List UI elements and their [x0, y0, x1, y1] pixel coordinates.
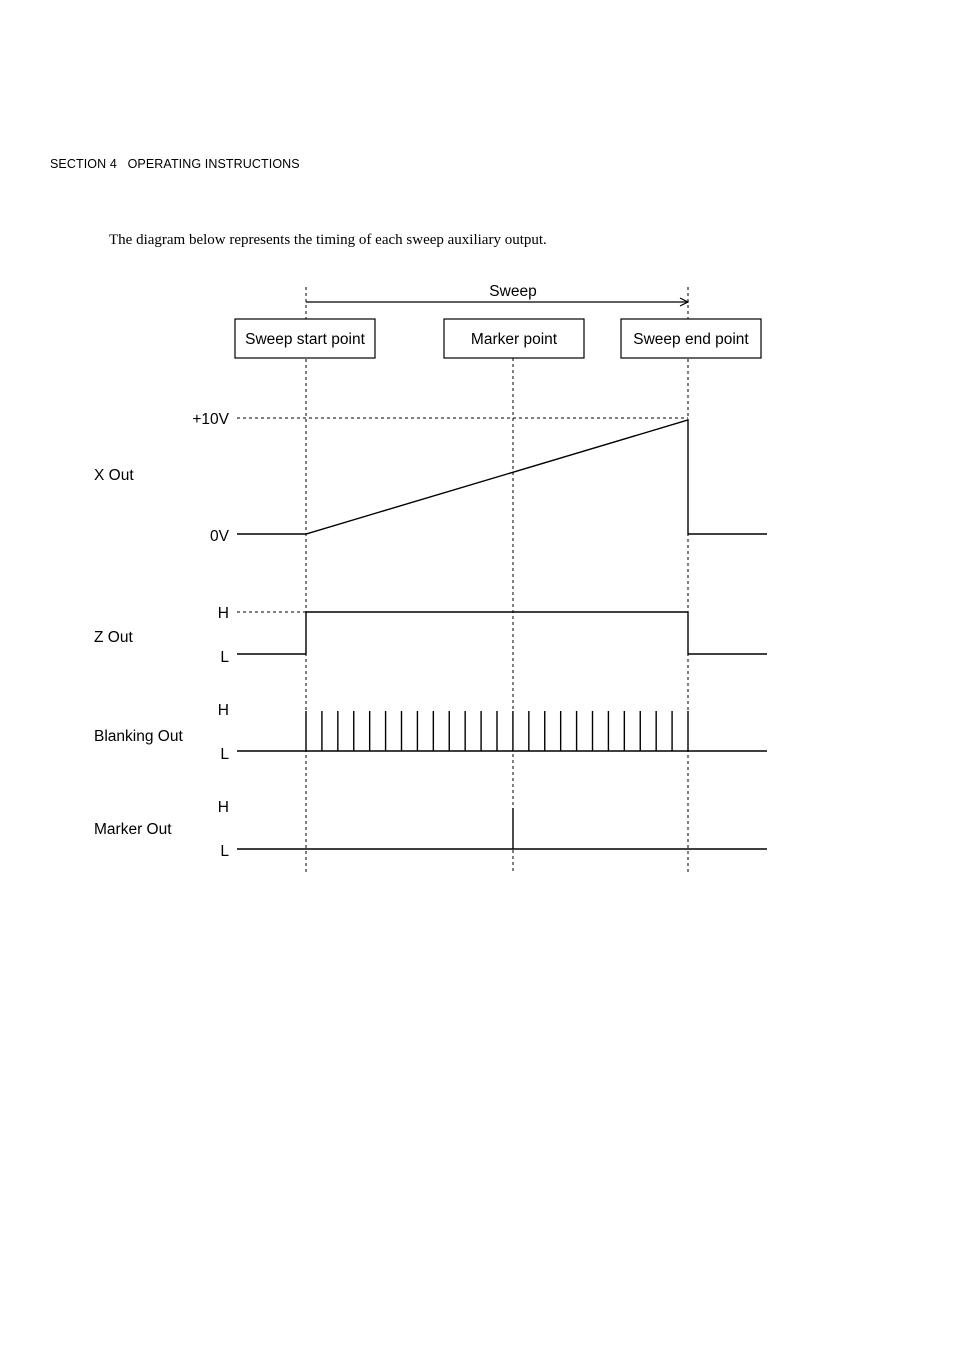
sweep-label: Sweep — [489, 283, 537, 300]
marker-out-high-label: H — [217, 799, 229, 816]
x-out-name: X Out — [94, 467, 134, 484]
intro-paragraph: The diagram below represents the timing of each sweep auxiliary output. — [109, 232, 547, 248]
blanking-out-name: Blanking Out — [94, 728, 183, 745]
z-out-waveform — [237, 612, 767, 654]
x-out-waveform — [237, 420, 767, 534]
guide-lines — [237, 287, 688, 872]
x-out-low-label: 0V — [210, 528, 229, 545]
sweep-start-label: Sweep start point — [245, 331, 365, 348]
z-out-low-label: L — [220, 649, 229, 666]
x-out-high-label: +10V — [192, 411, 229, 428]
z-out-high-label: H — [217, 605, 229, 622]
marker-point-box — [444, 319, 584, 358]
sweep-start-box — [235, 319, 375, 358]
marker-point-label: Marker point — [470, 331, 558, 348]
blanking-out-low-label: L — [220, 746, 229, 763]
marker-out-low-label: L — [220, 843, 229, 860]
section-header: SECTION 4 OPERATING INSTRUCTIONS — [50, 157, 300, 171]
blanking-out-high-label: H — [217, 702, 229, 719]
z-out-name: Z Out — [94, 629, 133, 646]
marker-out-name: Marker Out — [94, 821, 172, 838]
sweep-end-box — [621, 319, 761, 358]
sweep-end-label: Sweep end point — [633, 331, 749, 348]
blanking-out-pulses — [306, 711, 688, 751]
